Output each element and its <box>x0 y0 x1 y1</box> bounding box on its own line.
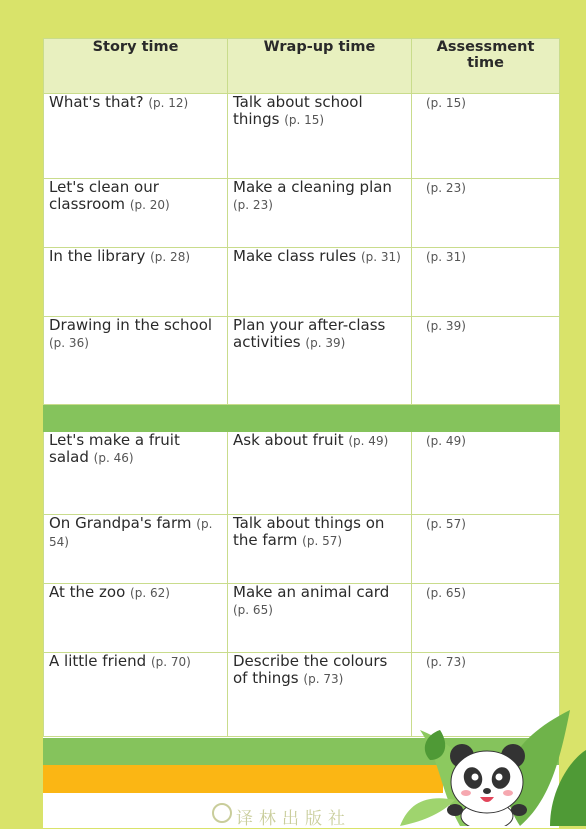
assess-page: (p. 57) <box>426 517 466 531</box>
section-divider-band <box>44 405 560 432</box>
wrap-cell <box>228 317 412 405</box>
wrap-page: (p. 15) <box>284 113 325 127</box>
story-cell <box>44 94 228 179</box>
wrap-page: (p. 31) <box>360 250 401 264</box>
table-header-row <box>44 39 560 94</box>
wrap-title: Make a cleaning plan <box>233 178 392 196</box>
panda-icon <box>400 700 586 826</box>
assess-page: (p. 31) <box>426 250 466 264</box>
wrap-cell <box>228 432 412 515</box>
wrap-cell <box>228 584 412 653</box>
wrap-title: Plan your after-class activities <box>233 316 386 351</box>
wrap-title: Make class rules <box>233 247 357 265</box>
assess-page: (p. 65) <box>426 586 466 600</box>
story-cell <box>44 317 228 405</box>
wrap-page: (p. 65) <box>233 603 273 617</box>
table-row <box>44 94 560 179</box>
wrap-cell <box>228 179 412 248</box>
wrap-page: (p. 49) <box>348 434 389 448</box>
story-page: (p. 46) <box>93 451 134 465</box>
wrap-title: Describe the colours of things <box>233 652 388 687</box>
story-title: At the zoo <box>49 583 126 601</box>
assess-page: (p. 49) <box>426 434 466 448</box>
assess-cell <box>412 179 560 248</box>
story-cell <box>44 179 228 248</box>
story-cell <box>44 584 228 653</box>
assess-page: (p. 39) <box>426 319 466 333</box>
table-row <box>44 432 560 515</box>
story-page: (p. 28) <box>150 250 191 264</box>
table-row <box>44 317 560 405</box>
assess-cell <box>412 432 560 515</box>
wrap-cell <box>228 515 412 584</box>
story-page: (p. 36) <box>49 336 89 350</box>
assess-cell <box>412 515 560 584</box>
story-page: (p. 12) <box>148 96 189 110</box>
table-row <box>44 179 560 248</box>
wrap-title: Talk about school things <box>233 93 363 128</box>
assess-cell <box>412 317 560 405</box>
story-title: Let's clean our classroom <box>49 178 159 213</box>
wrap-cell <box>228 94 412 179</box>
wrap-page: (p. 57) <box>302 534 343 548</box>
wrap-cell <box>228 248 412 317</box>
assess-cell <box>412 94 560 179</box>
bottom-orange-band <box>43 765 443 793</box>
assess-cell <box>412 584 560 653</box>
wrap-title: Ask about fruit <box>233 431 344 449</box>
wrap-page: (p. 23) <box>233 198 273 212</box>
assess-cell <box>412 248 560 317</box>
table-row <box>44 248 560 317</box>
story-title: In the library <box>49 247 146 265</box>
story-cell <box>44 653 228 737</box>
assess-page: (p. 15) <box>426 96 466 110</box>
story-page: (p. 62) <box>130 586 170 600</box>
story-cell <box>44 515 228 584</box>
publisher-name: 译林出版社 <box>236 809 351 829</box>
wrap-page: (p. 73) <box>303 672 344 686</box>
story-cell <box>44 248 228 317</box>
story-title: What's that? <box>49 93 144 111</box>
wrap-page: (p. 39) <box>305 336 346 350</box>
story-title: A little friend <box>49 652 147 670</box>
story-title: Drawing in the school <box>49 316 213 334</box>
assess-page: (p. 23) <box>426 181 466 195</box>
story-title: On Grandpa's farm <box>49 514 192 532</box>
story-cell <box>44 432 228 515</box>
story-page: (p. 54) <box>49 517 213 549</box>
story-title: Let's make a fruit salad <box>49 431 180 466</box>
wrap-title: Make an animal card <box>233 583 390 601</box>
story-page: (p. 70) <box>150 655 191 669</box>
header-story-time: Story time <box>44 39 228 94</box>
lesson-table <box>43 38 560 737</box>
story-page: (p. 20) <box>129 198 170 212</box>
wrap-title: Talk about things on the farm <box>233 514 385 549</box>
section-divider <box>44 405 560 432</box>
assess-page: (p. 73) <box>426 655 466 669</box>
header-wrap-up-time: Wrap-up time <box>228 39 412 94</box>
wrap-cell <box>228 653 412 737</box>
table-row <box>44 584 560 653</box>
table-row <box>44 515 560 584</box>
publisher-logo-icon <box>212 803 232 823</box>
header-assessment-time: Assessment time <box>412 39 560 94</box>
